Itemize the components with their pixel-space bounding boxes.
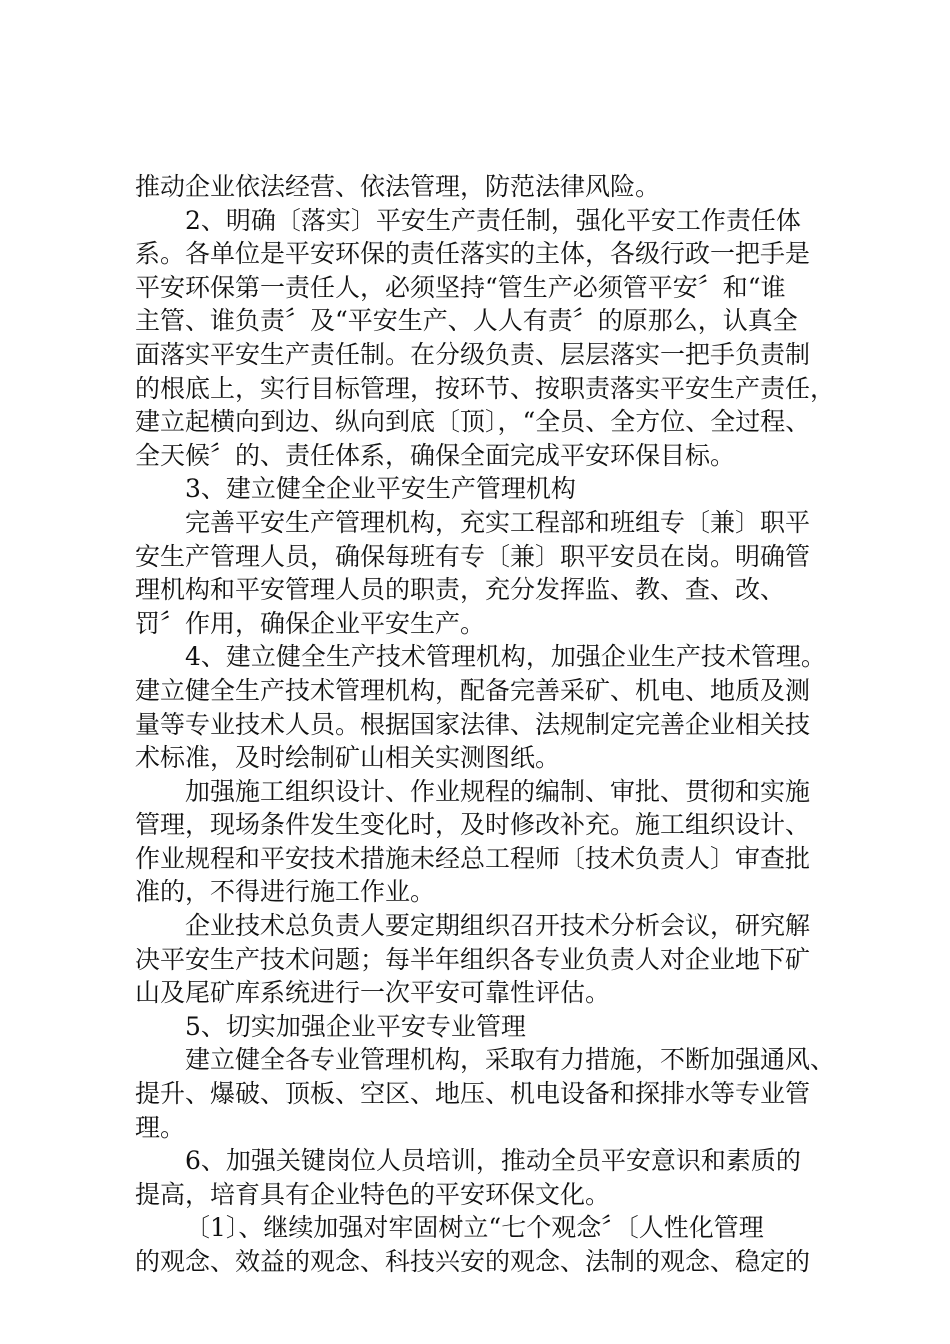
text-line: 〔1〕、继续加强对牢固树立“七个观念〞〔人性化管理 <box>185 1213 764 1243</box>
text-line: 平安环保第一责任人，必须坚持“管生产必须管平安〞和“谁 <box>135 272 786 302</box>
text-line: 加强施工组织设计、作业规程的编制、审批、贯彻和实施 <box>185 776 811 806</box>
text-line: 决平安生产技术问题；每半年组织各专业负责人对企业地下矿 <box>135 944 811 974</box>
text-line: 5、切实加强企业平安专业管理 <box>185 1011 526 1041</box>
text-line: 管理，现场条件发生变化时，及时修改补充。施工组织设计、 <box>135 810 811 840</box>
text-line: 推动企业依法经营、依法管理，防范法律风险。 <box>135 172 661 201</box>
document-body <box>135 170 850 1279</box>
text-line: 准的，不得进行施工作业。 <box>135 877 436 907</box>
text-line: 提高，培育具有企业特色的平安环保文化。 <box>135 1179 611 1209</box>
text-line: 量等专业技术人员。根据国家法律、法规制定完善企业相关技 <box>135 709 811 739</box>
text-line: 的根底上，实行目标管理，按环节、按职责落实平安生产责任， <box>135 373 836 403</box>
text-line: 建立健全各专业管理机构，采取有力措施，不断加强通风、 <box>185 1045 836 1075</box>
text-line: 理。 <box>135 1112 186 1142</box>
text-line: 山及尾矿库系统进行一次平安可靠性评估。 <box>135 978 611 1008</box>
text-line: 企业技术总负责人要定期组织召开技术分析会议，研究解 <box>185 911 811 941</box>
text-line: 面落实平安生产责任制。在分级负责、层层落实一把手负责制 <box>135 339 811 369</box>
text-line: 2、明确〔落实〕平安生产责任制，强化平安工作责任体 <box>185 205 801 235</box>
text-line: 全天候〞的、责任体系，确保全面完成平安环保目标。 <box>135 440 736 470</box>
text-line: 安生产管理人员，确保每班有专〔兼〕职平安员在岗。明确管 <box>135 541 811 571</box>
text-line: 理机构和平安管理人员的职责，充分发挥监、教、查、改、 <box>135 575 786 605</box>
text-line: 作业规程和平安技术措施未经总工程师〔技术负责人〕审查批 <box>135 843 811 873</box>
text-line: 系。各单位是平安环保的责任落实的主体，各级行政一把手是 <box>135 239 811 269</box>
text-line: 完善平安生产管理机构，充实工程部和班组专〔兼〕职平 <box>185 507 811 537</box>
text-line: 建立健全生产技术管理机构，配备完善采矿、机电、地质及测 <box>135 675 811 705</box>
text-line: 3、建立健全企业平安生产管理机构 <box>185 474 576 504</box>
text-line: 提升、爆破、顶板、空区、地压、机电设备和探排水等专业管 <box>135 1079 811 1109</box>
text-line: 罚〞作用，确保企业平安生产。 <box>135 608 486 638</box>
text-line: 建立起横向到边、纵向到底〔顶〕，“全员、全方位、全过程、 <box>135 407 811 437</box>
text-line: 6、加强关键岗位人员培训，推动全员平安意识和素质的 <box>185 1146 801 1176</box>
text-line: 术标准，及时绘制矿山相关实测图纸。 <box>135 743 561 773</box>
text-line: 主管、谁负责〞及“平安生产、人人有责〞的原那么，认真全 <box>135 306 798 336</box>
text-line: 4、建立健全生产技术管理机构，加强企业生产技术管理。 <box>185 642 826 672</box>
text-line: 的观念、效益的观念、科技兴安的观念、法制的观念、稳定的 <box>135 1247 811 1276</box>
